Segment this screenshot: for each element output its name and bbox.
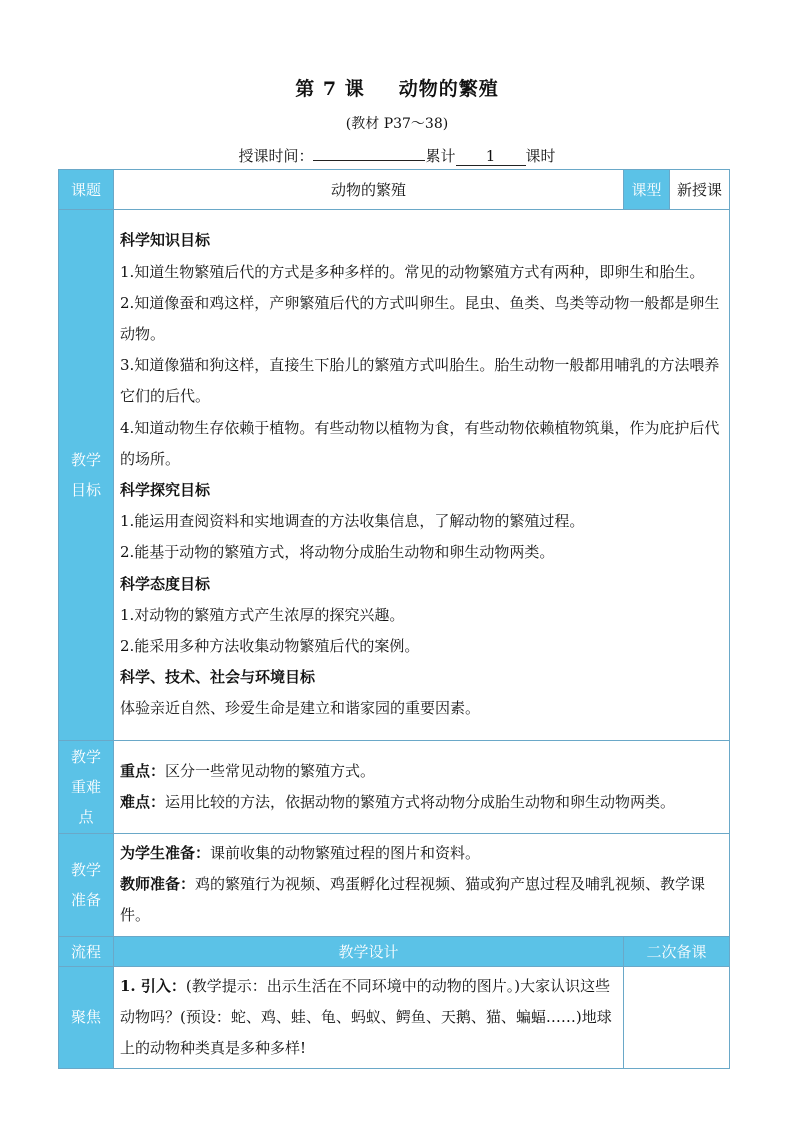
lesson-plan-table (58, 169, 730, 1069)
unit-label: 课时 (525, 147, 556, 165)
objective-item: 2.知道像蚕和鸡这样，产卵繁殖后代的方式叫卵生。昆虫、鱼类、鸟类等动物一般都是卵生动物。 (120, 293, 720, 343)
objective-item: 体验亲近自然、珍爱生命是建立和谐家园的重要因素。 (120, 699, 481, 718)
teacher-preparation: 教师准备：鸡的繁殖行为视频、鸡蛋孵化过程视频、猫或狗产崽过程及哺乳视频、教学课件。 (120, 875, 706, 925)
objective-item: 3.知道像猫和狗这样，直接生下胎儿的繁殖方式叫胎生。胎生动物一般都用哺乳的方法喂养它们的后代。 (120, 356, 720, 406)
time-label: 授课时间： (238, 147, 314, 165)
row-preparation (59, 834, 730, 937)
textbook-pages: (教材 P37～38) (345, 116, 449, 132)
objective-item: 1.能运用查阅资料和实地调查的方法收集信息，了解动物的繁殖过程。 (120, 512, 585, 531)
student-preparation: 为学生准备：课前收集的动物繁殖过程的图片和资料。 (120, 844, 481, 862)
section-heading: 科学探究目标 (120, 481, 211, 499)
key-point: 重点：区分一些常见动物的繁殖方式。 (120, 761, 376, 780)
row-focus (59, 966, 730, 1069)
objective-item: 2.能采用多种方法收集动物繁殖后代的案例。 (120, 637, 420, 656)
topic-value: 动物的繁殖 (114, 170, 624, 210)
row-keypoints (59, 741, 730, 834)
objective-item: 1.知道生物繁殖后代的方式是多种多样的。常见的动物繁殖方式有两种，即卵生和胎生。 (120, 262, 705, 281)
page-title (0, 74, 794, 101)
section-heading: 科学知识目标 (120, 231, 211, 250)
revision-col-label: 二次备课 (624, 936, 730, 966)
total-value: 1 (456, 147, 526, 166)
lesson-title: 动物的繁殖 (398, 78, 499, 100)
row-objectives (59, 210, 730, 741)
keypoints-content (114, 741, 730, 834)
focus-content: 1. 引入：(教学提示：出示生活在不同环境中的动物的图片。)大家认识这些动物吗？(预设：蛇、鸡、蛙、龟、蚂蚁、鳄鱼、天鹅、猫、蝙蝠……)地球上的动物种类真是多种多样! (114, 966, 624, 1069)
section-heading: 科学态度目标 (120, 574, 211, 593)
keypoints-label: 教学 重难 点 (59, 741, 114, 834)
objective-item: 2.能基于动物的繁殖方式，将动物分成胎生动物和卵生动物两类。 (120, 543, 555, 562)
type-label: 课型 (624, 170, 670, 210)
row-process-header (59, 936, 730, 966)
objective-item: 1.对动物的繁殖方式产生浓厚的探究兴趣。 (120, 605, 405, 624)
objectives-content (114, 210, 730, 741)
type-value: 新授课 (670, 170, 730, 210)
design-col-label: 教学设计 (114, 936, 624, 966)
lesson-number: 第 7 课 (295, 78, 365, 100)
topic-label: 课题 (59, 170, 114, 210)
total-label: 累计 (425, 147, 456, 165)
preparation-label: 教学 准备 (59, 834, 114, 937)
preparation-content (114, 834, 730, 937)
difficult-point: 难点：运用比较的方法，依据动物的繁殖方式将动物分成胎生动物和卵生动物两类。 (120, 793, 676, 811)
objectives-label: 教学 目标 (59, 210, 114, 741)
revision-notes[interactable] (624, 966, 730, 1069)
time-blank (313, 160, 425, 161)
schedule-line (0, 145, 794, 166)
section-heading: 科学、技术、社会与环境目标 (120, 668, 316, 687)
objective-item: 4.知道动物生存依赖于植物。有些动物以植物为食，有些动物依赖植物筑巢，作为庇护后代的场所。 (120, 418, 720, 468)
process-col-label: 流程 (59, 936, 114, 966)
focus-label: 聚焦 (59, 966, 114, 1069)
row-topic (59, 170, 730, 210)
